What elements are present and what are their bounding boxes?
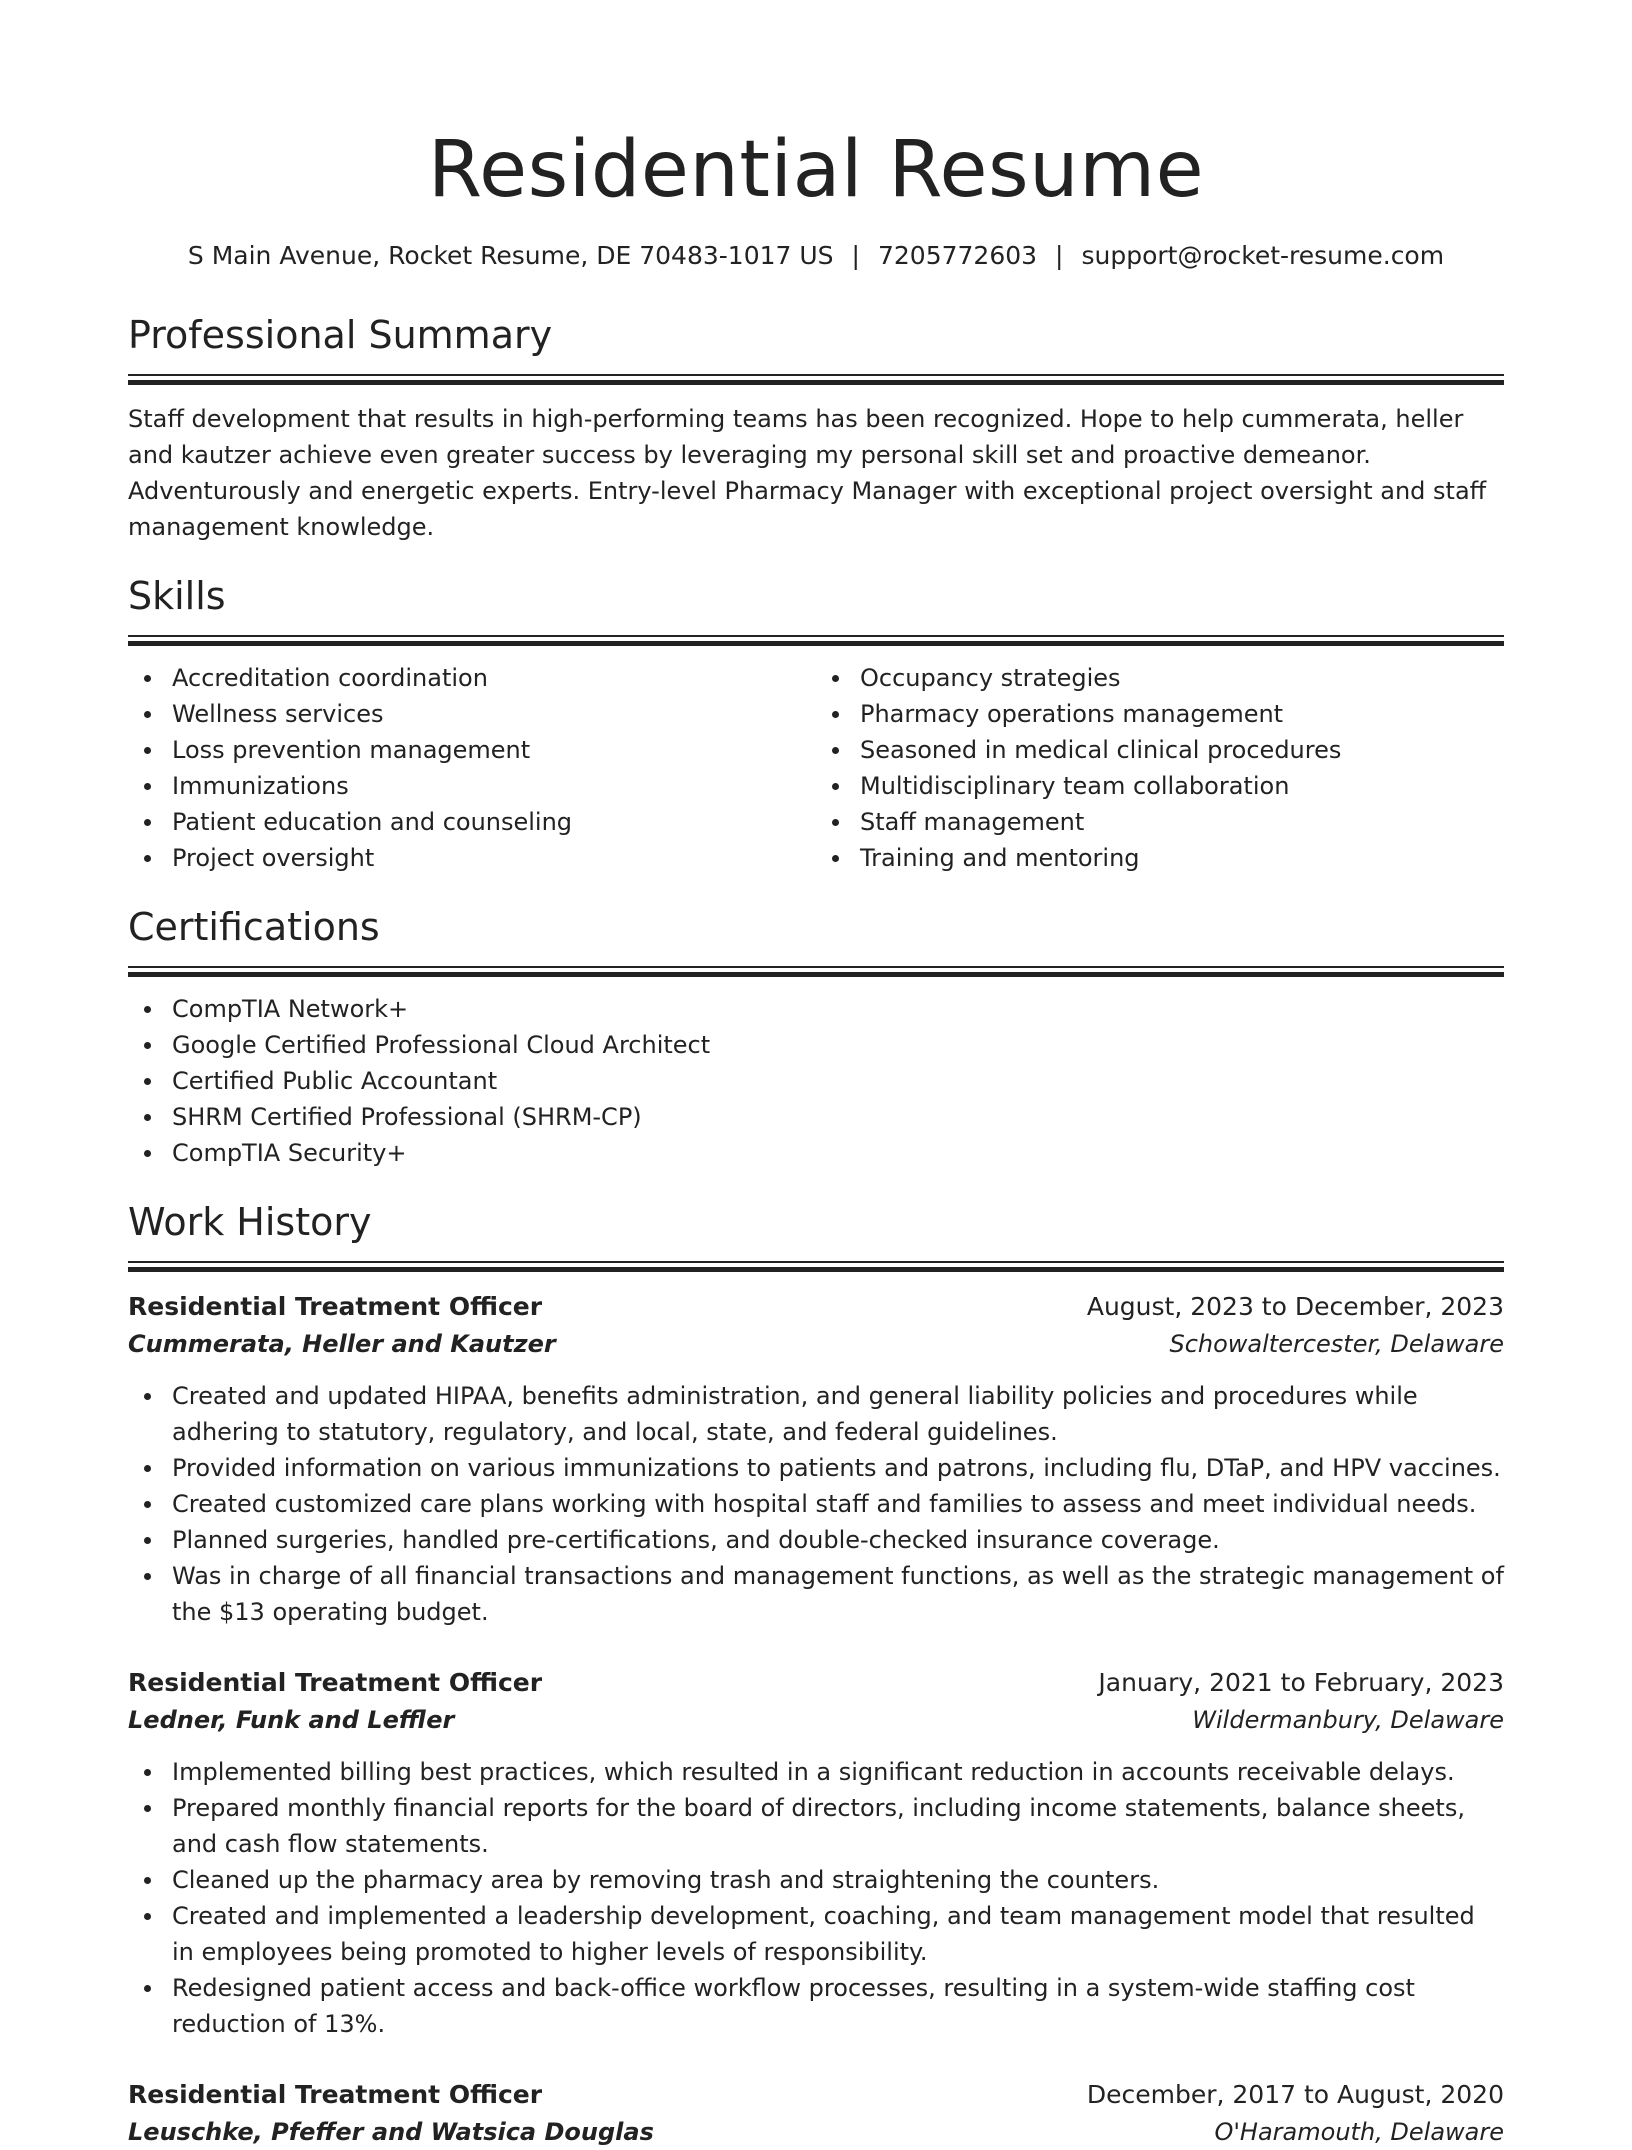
skill-item: Wellness services xyxy=(172,696,816,732)
skills-columns xyxy=(128,660,1504,876)
section-divider xyxy=(128,635,1504,646)
contact-line xyxy=(128,238,1504,274)
certification-item: Google Certified Professional Cloud Architect xyxy=(172,1027,1504,1063)
skill-item: Project oversight xyxy=(172,840,816,876)
job-entry xyxy=(128,2076,1504,2150)
job-sub-row xyxy=(128,2114,1504,2150)
contact-email: support@rocket-resume.com xyxy=(1081,241,1445,270)
summary-section xyxy=(128,310,1504,545)
skill-item: Pharmacy operations management xyxy=(860,696,1504,732)
job-company: Cummerata, Heller and Kautzer xyxy=(128,1330,556,1358)
job-dates: January, 2021 to February, 2023 xyxy=(1098,1668,1504,1697)
job-bullet: Was in charge of all financial transactions and management functions, as well as the strategic management of the $13 operating budget. xyxy=(172,1558,1504,1630)
contact-address: S Main Avenue, Rocket Resume, DE 70483-1017 US xyxy=(187,241,834,270)
contact-phone: 7205772603 xyxy=(877,241,1038,270)
job-bullet: Provided information on various immunizations to patients and patrons, including flu, DTaP, and HPV vaccines. xyxy=(172,1450,1504,1486)
job-title: Residential Treatment Officer xyxy=(128,1292,543,1321)
certifications-section xyxy=(128,902,1504,1171)
skills-list-left xyxy=(128,660,816,876)
skill-item: Seasoned in medical clinical procedures xyxy=(860,732,1504,768)
skill-item: Immunizations xyxy=(172,768,816,804)
job-bullet: Created customized care plans working with hospital staff and families to assess and meet individual needs. xyxy=(172,1486,1504,1522)
skill-item: Training and mentoring xyxy=(860,840,1504,876)
resume-name: Residential Resume xyxy=(427,125,1205,215)
skills-list-right xyxy=(816,660,1504,876)
job-bullets xyxy=(128,1378,1504,1630)
job-bullets xyxy=(128,1754,1504,2042)
certifications-heading: Certifications xyxy=(128,905,380,949)
contact-separator: | xyxy=(1055,241,1064,270)
skill-item: Staff management xyxy=(860,804,1504,840)
job-title: Residential Treatment Officer xyxy=(128,1668,543,1697)
section-divider xyxy=(128,966,1504,977)
job-location: O'Haramouth, Delaware xyxy=(1214,2118,1504,2146)
job-bullet: Created and updated HIPAA, benefits administration, and general liability policies and procedures while adhering to statutory, regulatory, and local, state, and federal guidelines. xyxy=(172,1378,1504,1450)
certification-item: SHRM Certified Professional (SHRM-CP) xyxy=(172,1099,1504,1135)
skills-section xyxy=(128,571,1504,876)
section-divider xyxy=(128,374,1504,385)
certification-item: CompTIA Security+ xyxy=(172,1135,1504,1171)
skill-item: Occupancy strategies xyxy=(860,660,1504,696)
skills-heading: Skills xyxy=(128,574,226,618)
certification-item: CompTIA Network+ xyxy=(172,991,1504,1027)
work-history-section xyxy=(128,1197,1504,2150)
job-bullet: Planned surgeries, handled pre-certifications, and double-checked insurance coverage. xyxy=(172,1522,1504,1558)
job-sub-row xyxy=(128,1326,1504,1362)
work-history-heading: Work History xyxy=(128,1200,372,1244)
job-header-row xyxy=(128,2076,1504,2114)
summary-heading: Professional Summary xyxy=(128,313,553,357)
certification-item: Certified Public Accountant xyxy=(172,1063,1504,1099)
section-divider xyxy=(128,1261,1504,1272)
job-bullet: Created and implemented a leadership development, coaching, and team management model that resulted in employees being promoted to higher levels of responsibility. xyxy=(172,1898,1504,1970)
job-bullet: Cleaned up the pharmacy area by removing trash and straightening the counters. xyxy=(172,1862,1504,1898)
job-company: Leuschke, Pfeffer and Watsica Douglas xyxy=(128,2118,654,2146)
job-header-row xyxy=(128,1288,1504,1326)
skill-item: Patient education and counseling xyxy=(172,804,816,840)
job-company: Ledner, Funk and Leffler xyxy=(128,1706,455,1734)
skill-item: Loss prevention management xyxy=(172,732,816,768)
job-dates: December, 2017 to August, 2020 xyxy=(1086,2080,1504,2109)
summary-text: Staff development that results in high-performing teams has been recognized. Hope to help cummerata, heller and kautzer achieve even greater success by leveraging my personal skill set and proactive demeanor. Adventurously and energetic experts. Entry-level Pharmacy Manager with exceptional project oversight and staff management knowledge. xyxy=(128,405,1487,541)
job-sub-row xyxy=(128,1702,1504,1738)
job-bullet: Implemented billing best practices, which resulted in a significant reduction in accounts receivable delays. xyxy=(172,1754,1504,1790)
skill-item: Accreditation coordination xyxy=(172,660,816,696)
job-location: Wildermanbury, Delaware xyxy=(1192,1706,1504,1734)
job-entry xyxy=(128,1664,1504,2042)
job-title: Residential Treatment Officer xyxy=(128,2080,543,2109)
certifications-list xyxy=(128,991,1504,1171)
job-header-row xyxy=(128,1664,1504,1702)
job-bullet: Prepared monthly financial reports for the board of directors, including income statements, balance sheets, and cash flow statements. xyxy=(172,1790,1504,1862)
contact-separator: | xyxy=(851,241,860,270)
job-location: Schowaltercester, Delaware xyxy=(1169,1330,1504,1358)
job-entry xyxy=(128,1288,1504,1630)
skill-item: Multidisciplinary team collaboration xyxy=(860,768,1504,804)
job-bullet: Redesigned patient access and back-office workflow processes, resulting in a system-wide staffing cost reduction of 13%. xyxy=(172,1970,1504,2042)
job-dates: August, 2023 to December, 2023 xyxy=(1086,1292,1504,1321)
